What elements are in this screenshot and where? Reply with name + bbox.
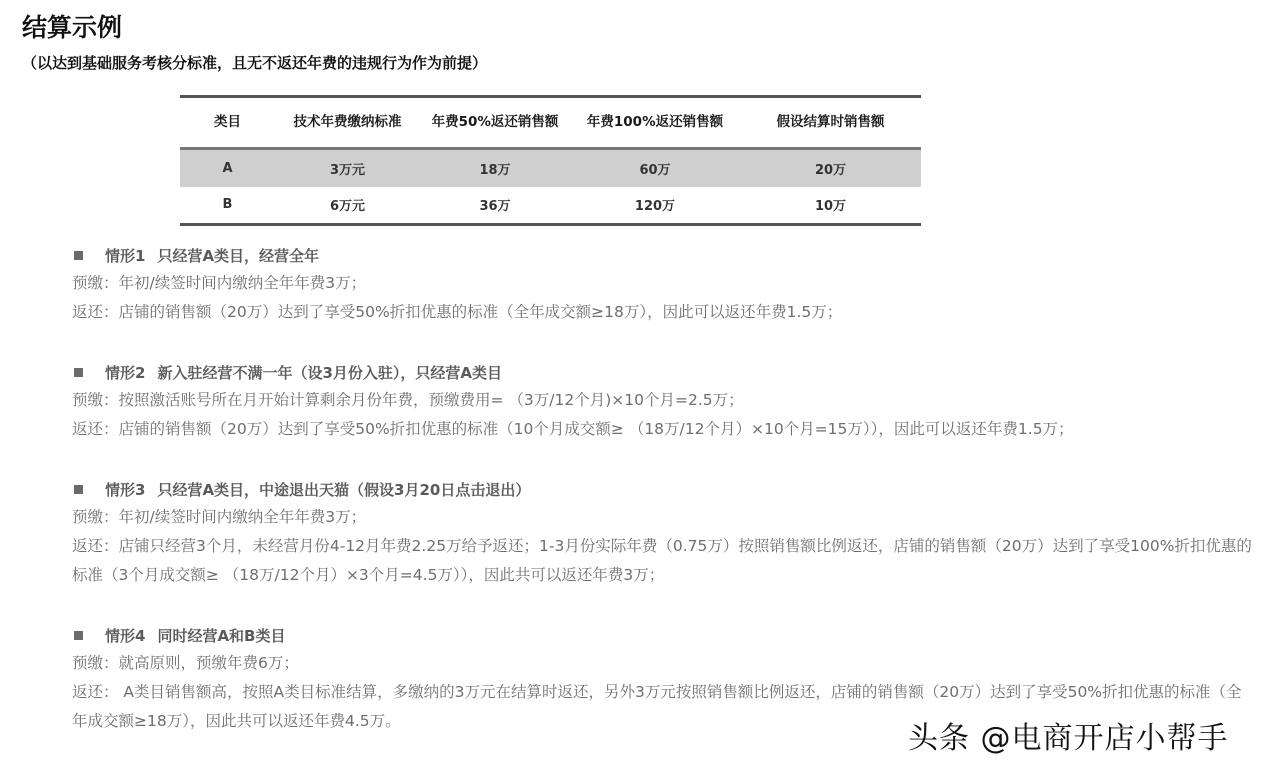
prepay-line: 预缴：年初/续签时间内缴纳全年年费3万； [72,274,367,292]
header-fee-standard-text: 技术年费缴纳标准 [293,114,402,130]
cell-category: B [222,197,233,213]
table-header-row [180,97,921,149]
prepay-line: 预缴：年初/续签时间内缴纳全年年费3万； [72,508,367,526]
refund-line: 返还：店铺只经营3个月，未经营月份4-12月年费2.25万给予返还；1-3月份实际年费（0.75万）按照销售额比例返还，店铺的销售额（20万）达到了享受100%折扣优惠的标准（3个月成交额≥ （18万/12个月）×3个月=4.5万）），因此共可以返还年费3万； [72,537,1252,584]
scenario-label: 情形3 [105,480,146,499]
prepay-line: 预缴：按照激活账号所在月开始计算剩余月份年费，预缴费用= （3万/12个月)×10个月=2.5万； [72,391,744,409]
table-row [180,187,921,225]
scenario-heading [72,475,1257,503]
scenario-title: 只经营A类目，中途退出天猫（假设3月20日点击退出） [157,480,531,499]
header-category: 类目 [214,114,241,130]
page-title: 结算示例 [22,13,123,42]
header-assumed-sales-text: 假设结算时销售额 [776,114,885,130]
cell-assumed-sales: 10万 [814,199,847,215]
scenario-heading [72,358,1257,386]
header-50-return [420,97,570,149]
square-bullet-icon [74,631,83,640]
header-fee-standard [275,97,420,149]
header-100-return-text: 年费100%返还销售额 [586,114,724,130]
scenario-title: 同时经营A和B类目 [157,626,286,645]
fee-table [180,95,921,226]
scenario-2 [72,358,1257,444]
refund-line: 返还： A类目销售额高，按照A类目标准结算，多缴纳的3万元在结算时返还，另外3万元按照销售额比例返还，店铺的销售额（20万）达到了享受50%折扣优惠的标准（全年成交额≥18万），因此共可以返还年费4.5万。 [72,683,1242,730]
scenario-title: 只经营A类目，经营全年 [157,246,320,265]
scenario-label: 情形2 [105,363,146,382]
square-bullet-icon [74,251,83,260]
scenario-label: 情形1 [105,246,146,265]
page-subtitle: （以达到基础服务考核分标准，且无不返还年费的违规行为作为前提） [22,54,488,72]
prepay-line: 预缴：就高原则，预缴年费6万； [72,654,299,672]
table-row [180,149,921,187]
cell-assumed-sales: 20万 [814,162,847,178]
refund-line: 返还：店铺的销售额（20万）达到了享受50%折扣优惠的标准（全年成交额≥18万），因此可以返还年费1.5万； [72,303,843,321]
scenario-heading [72,241,1257,269]
cell-category: A [222,160,233,176]
cell-fee-standard: 6万元 [329,199,366,215]
cell-100-return: 60万 [639,162,671,178]
header-50-return-text: 年费50%返还销售额 [431,114,559,130]
header-assumed-sales [740,97,921,149]
cell-50-return: 36万 [479,199,511,215]
scenario-3 [72,475,1257,590]
watermark: 头条 @电商开店小帮手 [908,721,1229,756]
refund-line: 返还：店铺的销售额（20万）达到了享受50%折扣优惠的标准（10个月成交额≥ （18万/12个月）×10个月=15万）），因此可以返还年费1.5万； [72,420,1074,438]
scenario-heading [72,621,1257,649]
header-100-return [570,97,740,149]
square-bullet-icon [74,368,83,377]
square-bullet-icon [74,485,83,494]
scenario-title: 新入驻经营不满一年（设3月份入驻），只经营A类目 [157,363,502,382]
scenario-label: 情形4 [105,626,146,645]
cell-100-return: 120万 [634,199,676,215]
cell-fee-standard: 3万元 [329,162,366,178]
scenario-1 [72,241,1257,327]
cell-50-return: 18万 [479,162,511,178]
